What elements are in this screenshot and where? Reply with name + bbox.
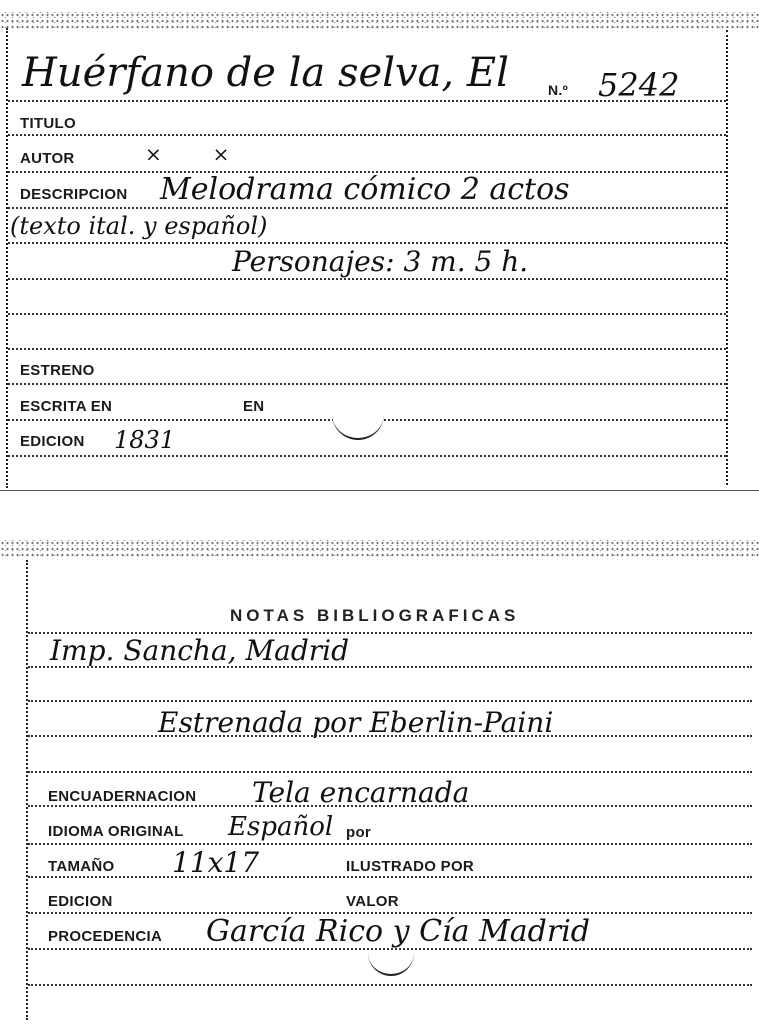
rule [28,843,752,845]
procedencia-value: García Rico y Cía Madrid [206,914,590,949]
label-por: por [346,824,372,841]
label-estreno: ESTRENO [20,362,95,379]
label-autor: AUTOR [20,150,75,167]
no-value: 5242 [598,66,680,104]
encuadernacion-value: Tela encarnada [252,776,470,809]
autor-marks: × × [145,142,230,166]
card-bottom-edge [0,490,759,491]
rule [8,348,726,350]
no-label: N.º [548,82,569,98]
rule [8,383,726,385]
scan-noise-bottom [0,540,759,560]
descripcion-line2: (texto ital. y español) [10,212,268,240]
label-edicion: EDICION [20,433,85,450]
rule [8,207,726,209]
rule [8,313,726,315]
label-encuadernacion: ENCUADERNACION [48,788,197,805]
rule [28,771,752,773]
handwritten-title: Huérfano de la selva, El [22,50,509,96]
rule [8,242,726,244]
rule [8,278,726,280]
rule [28,700,752,702]
notas-heading: NOTAS BIBLIOGRAFICAS [230,606,520,625]
card-right-border [726,30,728,485]
idioma-value: Español [228,812,334,842]
catalog-card-bottom [0,538,759,1028]
punch-hole [332,392,384,440]
label-titulo: TITULO [20,115,76,132]
catalog-card-top [0,0,759,500]
descripcion-value: Melodrama cómico 2 actos [160,172,570,207]
label-edicion: EDICION [48,893,113,910]
label-en: EN [243,398,265,415]
card-left-border [26,560,28,1020]
rule [8,134,726,136]
label-idioma-original: IDIOMA ORIGINAL [48,823,184,840]
tamano-value: 11x17 [172,846,260,879]
label-descripcion: DESCRIPCION [20,186,128,203]
punch-hole [368,934,414,976]
rule [28,876,752,878]
edicion-value: 1831 [114,426,176,454]
label-valor: VALOR [346,893,399,910]
label-procedencia: PROCEDENCIA [48,928,163,945]
rule [28,984,752,986]
scan-noise-top [0,12,759,32]
label-tamano: TAMAÑO [48,858,115,875]
note-line1: Imp. Sancha, Madrid [50,634,350,667]
rule [8,455,726,457]
label-ilustrado-por: ILUSTRADO POR [346,858,475,875]
personajes: Personajes: 3 m. 5 h. [232,245,529,278]
note-line2: Estrenada por Eberlin-Paini [158,706,554,739]
label-escrita-en: ESCRITA EN [20,398,113,415]
